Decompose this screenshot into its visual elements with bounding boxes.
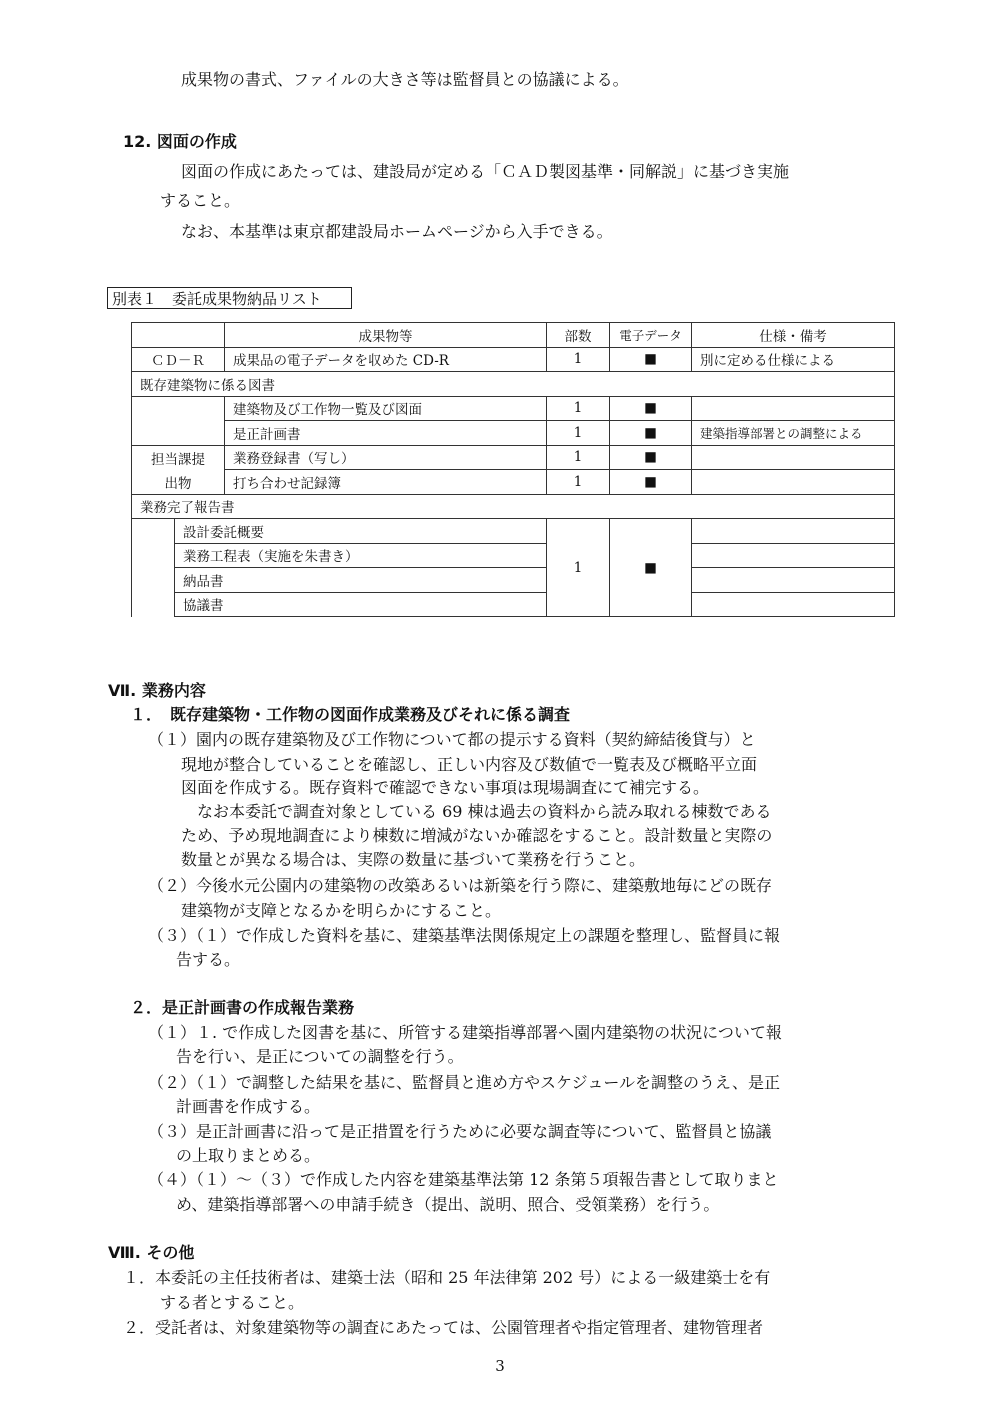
tanto-item-2: 打ち合わせ記録簿	[225, 470, 547, 495]
section-7-sub-2: ２．是正計画書の作成報告業務	[130, 998, 355, 1017]
table-blank-cell	[132, 396, 225, 421]
table-row	[132, 568, 895, 593]
existing-note-1	[692, 396, 895, 421]
completion-note-3	[692, 568, 895, 593]
table-blank-cell	[132, 519, 175, 617]
existing-item-2: 是正計画書	[225, 421, 547, 446]
cdr-item: 成果品の電子データを収めた CD-R	[225, 347, 547, 372]
tanto-note-2	[692, 470, 895, 495]
s1-3-line-b: 告する。	[176, 950, 241, 969]
table-row	[132, 543, 895, 568]
completion-item-1: 設計委託概要	[175, 519, 547, 544]
s8-item-1-line-a: １．本委託の主任技術者は、建築士法（昭和 25 年法律第 202 号）による一級建築士を有	[123, 1268, 771, 1287]
table-caption: 別表１ 委託成果物納品リスト	[107, 287, 352, 309]
tanto-label-2: 出物	[132, 470, 225, 495]
s8-item-2-line-a: ２．受託者は、対象建築物等の調査にあたっては、公園管理者や指定管理者、建物管理者	[123, 1318, 764, 1337]
table-row	[132, 519, 895, 544]
table-row	[132, 445, 895, 470]
section-8-heading: Ⅷ. その他	[108, 1243, 195, 1262]
s2-4-line-b: め、建築指導部署への申請手続き（提出、説明、照合、受領業務）を行う。	[176, 1195, 720, 1214]
table-row	[132, 421, 895, 446]
completion-item-2: 業務工程表（実施を朱書き）	[175, 543, 547, 568]
s2-1-line-b: 告を行い、是正についての調整を行う。	[176, 1047, 464, 1066]
s1-1-line-b: 現地が整合していることを確認し、正しい内容及び数値で一覧表及び概略平立面	[181, 755, 758, 774]
cdr-mark: ■	[610, 347, 692, 372]
table-header-edata: 電子データ	[610, 323, 692, 348]
table-row	[132, 347, 895, 372]
tanto-label-1: 担当課提	[132, 445, 225, 470]
tanto-note-1	[692, 445, 895, 470]
s1-2-line-a: （２）今後水元公園内の建築物の改築あるいは新築を行う際に、建築敷地毎にどの既存	[148, 876, 773, 895]
s1-1-line-f: 数量とが異なる場合は、実際の数量に基づいて業務を行うこと。	[181, 850, 646, 869]
section-12-paragraph-1a: 図面の作成にあたっては、建設局が定める「ＣＡＤ製図基準・同解説」に基づき実施	[181, 162, 790, 181]
s1-1-line-e: ため、予め現地調査により棟数に増減がないか確認をすること。設計数量と実際の	[181, 826, 773, 845]
s1-1-line-d: なお本委託で調査対象としている 69 棟は過去の資料から読み取れる棟数である	[197, 802, 772, 821]
cdr-note: 別に定める仕様による	[692, 347, 895, 372]
completion-note-1	[692, 519, 895, 544]
existing-qty-1: 1	[547, 396, 610, 421]
intro-line: 成果物の書式、ファイルの大きさ等は監督員との協議による。	[181, 70, 629, 89]
completion-item-4: 協議書	[175, 592, 547, 617]
existing-qty-2: 1	[547, 421, 610, 446]
section-12-paragraph-2: なお、本基準は東京都建設局ホームページから入手できる。	[181, 222, 613, 241]
s2-2-line-a: （２）（１）で調整した結果を基に、監督員と進め方やスケジュールを調整のうえ、是正	[148, 1073, 781, 1092]
table-header-row	[132, 323, 895, 348]
existing-note-2: 建築指導部署との調整による	[692, 421, 895, 446]
tanto-qty-2: 1	[547, 470, 610, 495]
table-group-row	[132, 494, 895, 519]
s2-3-line-a: （３）是正計画書に沿って是正措置を行うために必要な調査等について、監督員と協議	[148, 1122, 772, 1141]
table-row	[132, 470, 895, 495]
completion-group-label: 業務完了報告書	[132, 494, 895, 519]
section-7-sub-1: １． 既存建築物・工作物の図面作成業務及びそれに係る調査	[130, 705, 571, 724]
tanto-item-1: 業務登録書（写し）	[225, 445, 547, 470]
s2-3-line-b: の上取りまとめる。	[176, 1146, 321, 1165]
existing-mark-2: ■	[610, 421, 692, 446]
s1-1-line-a: （１）園内の既存建築物及び工作物について都の提示する資料（契約締結後貸与）と	[148, 730, 756, 749]
table-blank-cell	[132, 421, 225, 446]
table-row	[132, 396, 895, 421]
s1-2-line-b: 建築物が支障となるかを明らかにすること。	[181, 901, 502, 920]
completion-qty: 1	[547, 519, 610, 617]
s1-3-line-a: （３）（１）で作成した資料を基に、建築基準法関係規定上の課題を整理し、監督員に報	[148, 926, 781, 945]
section-7-heading: Ⅶ. 業務内容	[108, 681, 206, 700]
cdr-label: ＣＤ－Ｒ	[132, 347, 225, 372]
page-number: 3	[495, 1357, 505, 1375]
table-header-qty: 部数	[547, 323, 610, 348]
section-12-heading: 12. 図面の作成	[123, 132, 237, 151]
cdr-qty: 1	[547, 347, 610, 372]
section-12-paragraph-1b: すること。	[160, 191, 241, 210]
table-group-row	[132, 372, 895, 397]
table-header-item: 成果物等	[225, 323, 547, 348]
existing-group-label: 既存建築物に係る図書	[132, 372, 895, 397]
existing-mark-1: ■	[610, 396, 692, 421]
tanto-mark-2: ■	[610, 470, 692, 495]
completion-item-3: 納品書	[175, 568, 547, 593]
deliverables-table	[131, 322, 895, 617]
table-header-note: 仕様・備考	[692, 323, 895, 348]
tanto-mark-1: ■	[610, 445, 692, 470]
s8-item-1-line-b: する者とすること。	[160, 1293, 305, 1312]
table-header-blank	[132, 323, 225, 348]
s2-2-line-b: 計画書を作成する。	[176, 1097, 321, 1116]
s1-1-line-c: 図面を作成する。既存資料で確認できない事項は現場調査にて補完する。	[181, 778, 710, 797]
s2-1-line-a: （１）１. で作成した図書を基に、所管する建築指導部署へ園内建築物の状況について報	[148, 1023, 782, 1042]
completion-note-4	[692, 592, 895, 617]
completion-note-2	[692, 543, 895, 568]
existing-item-1: 建築物及び工作物一覧及び図面	[225, 396, 547, 421]
tanto-qty-1: 1	[547, 445, 610, 470]
s2-4-line-a: （４）（１）～（３）で作成した内容を建築基準法第 12 条第５項報告書として取りまと	[148, 1170, 779, 1189]
table-row	[132, 592, 895, 617]
completion-mark: ■	[610, 519, 692, 617]
